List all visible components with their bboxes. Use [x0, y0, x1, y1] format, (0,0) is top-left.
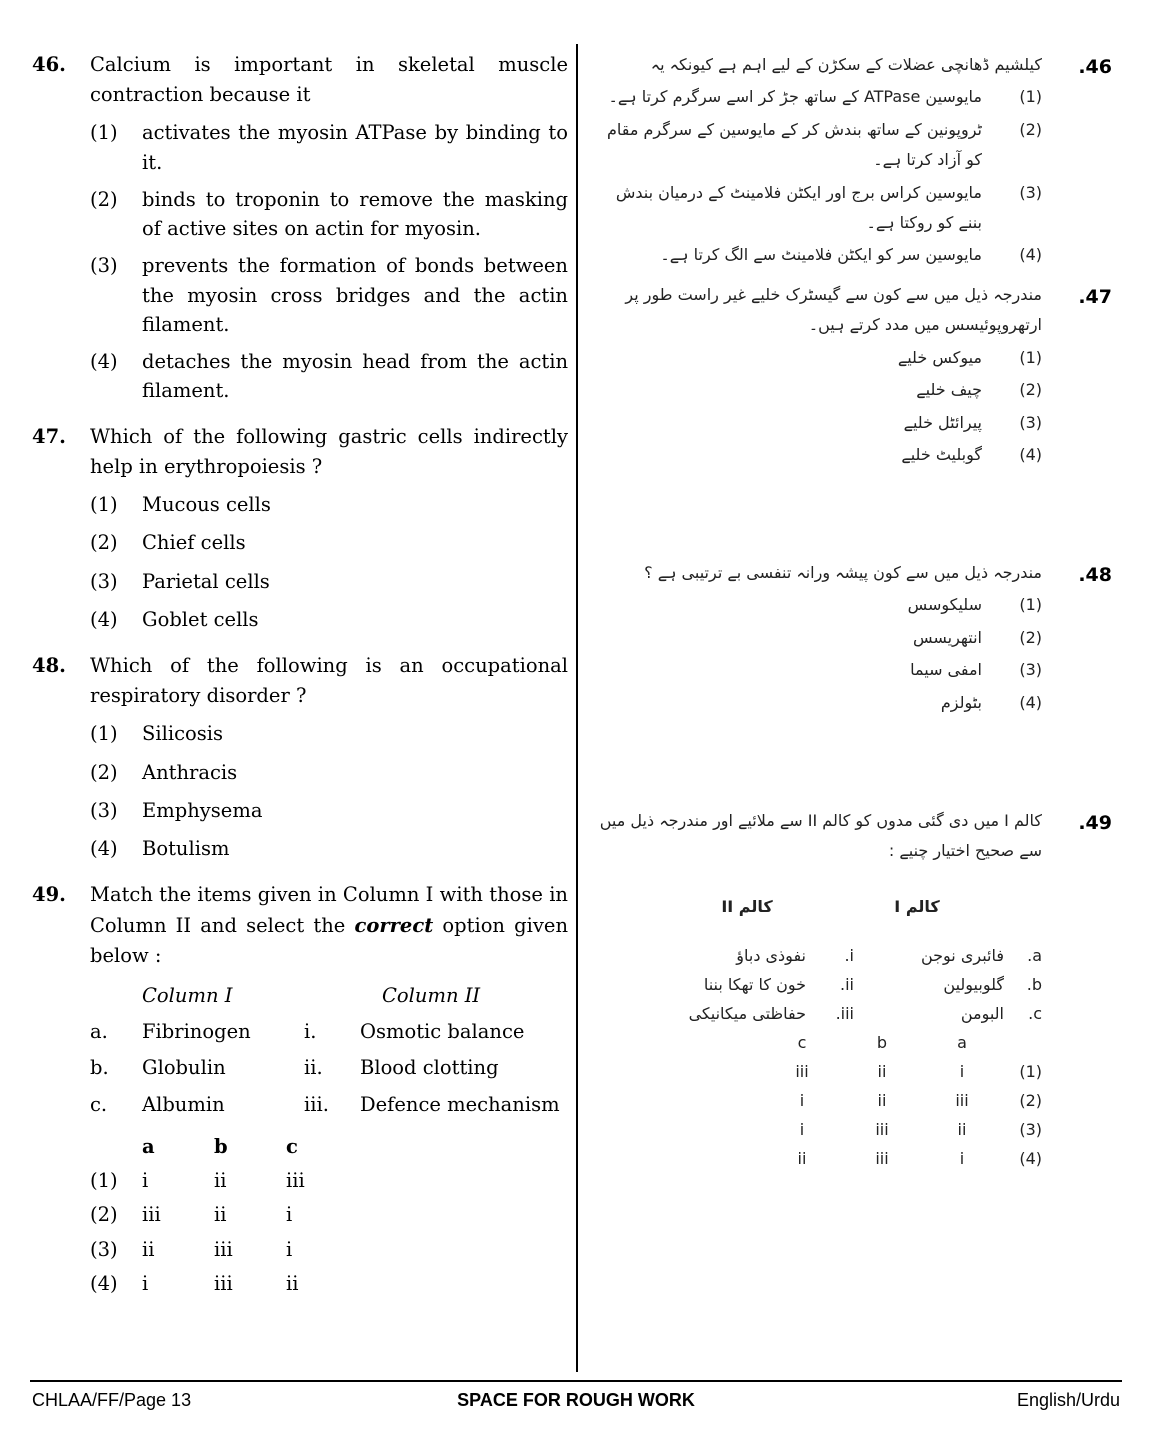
option-2[interactable]: (2) Chief cells	[90, 531, 246, 555]
option-4[interactable]: (4) i iii ii	[90, 1271, 299, 1295]
option-1[interactable]: (1) activates the myosin ATPase by binding to it.	[90, 121, 568, 174]
question-text: مندرجہ ذیل میں سے کون سے گیسٹرک خلیے غیر راست طور پر ارتھروپوئیسس میں مدد کرتے ہیں۔	[625, 285, 1042, 335]
page-code: CHLAA/FF/Page 13	[32, 1390, 192, 1410]
question-text: کیلشیم ڈھانچی عضلات کے سکڑن کے لیے اہم ہے کیونکہ یہ	[650, 55, 1042, 74]
option-4[interactable]: (4) بٹولزم	[940, 692, 1042, 712]
option-2[interactable]: (2) binds to troponin to remove the masking of active sites on actin for myosin.	[90, 187, 568, 241]
urdu-question-47	[592, 280, 1112, 538]
question-46	[32, 50, 568, 406]
option-3[interactable]: (3) مایوسین کراس برج اور ایکٹن فلامینٹ کے درمیان بندش بننے کو روکتا ہے۔	[615, 182, 1042, 232]
question-number: 46.	[32, 53, 66, 76]
option-4[interactable]: (4) Goblet cells	[90, 607, 259, 631]
option-1[interactable]: (1) i ii iii	[90, 1169, 305, 1193]
option-2[interactable]: (2) Anthracis	[90, 760, 238, 784]
answer-header: a b c	[797, 1032, 967, 1052]
option-2[interactable]: (2) انتھریسس	[912, 627, 1042, 647]
page-footer	[32, 1390, 1120, 1414]
option-3[interactable]: (3) Emphysema	[90, 798, 263, 822]
urdu-question-48	[592, 558, 1112, 786]
question-number: .49	[1078, 812, 1112, 834]
column-2-header: Column II	[382, 983, 481, 1007]
option-4[interactable]: (4) Botulism	[90, 837, 230, 861]
column-1-header: Column I	[142, 983, 233, 1007]
match-row: a. Fibrinogen i. Osmotic balance	[90, 1020, 525, 1044]
question-number: .48	[1078, 564, 1112, 586]
option-4[interactable]: (4) مایوسین سر کو ایکٹن فلامینٹ سے الگ کرتا ہے۔	[660, 245, 1042, 265]
option-3[interactable]: (3) prevents the formation of bonds between the myosin cross bridges and the actin filament.	[90, 254, 568, 336]
question-text: مندرجہ ذیل میں سے کون پیشہ ورانہ تنفسی بے ترتیبی ہے ؟	[644, 563, 1042, 582]
question-number: 49.	[32, 883, 66, 907]
question-number: 48.	[32, 654, 66, 677]
question-text: کالم I میں دی گئی مدوں کو کالم II سے ملائیے اور مندرجہ ذیل میں سے صحیح اختیار چنیے :	[599, 811, 1042, 861]
option-3[interactable]: (3) ii iii i	[799, 1119, 1042, 1139]
match-row: .b گلوبیولین .ii خون کا تھکا بننا	[703, 974, 1042, 994]
option-1[interactable]: (1) میوکس خلیے	[897, 347, 1042, 367]
question-number: .47	[1078, 286, 1112, 308]
question-number: 47.	[32, 424, 66, 448]
match-row: .c البومن .iii حفاظتی میکانیکی	[688, 1003, 1042, 1023]
match-row: b. Globulin ii. Blood clotting	[90, 1056, 499, 1080]
language-label: English/Urdu	[1016, 1390, 1120, 1410]
match-column-headers	[592, 897, 1002, 916]
option-3[interactable]: (3) امفی سیما	[910, 660, 1042, 680]
option-1[interactable]: (1) مایوسین ATPase کے ساتھ جڑ کر اسے سرگرم کرتا ہے۔	[608, 87, 1042, 107]
column-2-header: کالم II	[721, 896, 773, 916]
urdu-question-46	[592, 50, 1112, 265]
option-1[interactable]: (1) i ii iii	[795, 1061, 1042, 1081]
option-3[interactable]: (3) ii iii i	[90, 1237, 293, 1261]
option-3[interactable]: (3) پیرائٹل خلیے	[903, 412, 1042, 432]
match-row: .a فائبری نوجن .i نفوذی دباؤ	[736, 945, 1042, 965]
question-47	[32, 422, 568, 635]
option-1[interactable]: (1) سلیکوسس	[907, 595, 1042, 615]
option-1[interactable]: (1) Silicosis	[90, 722, 223, 746]
option-2[interactable]: (2) iii ii i	[90, 1203, 293, 1227]
column-divider	[576, 44, 578, 1372]
urdu-column	[592, 50, 1112, 1188]
option-1[interactable]: (1) Mucous cells	[90, 493, 271, 517]
option-4[interactable]: (4) i iii ii	[797, 1148, 1042, 1168]
option-3[interactable]: (3) Parietal cells	[90, 569, 270, 593]
footer-divider	[30, 1380, 1122, 1382]
question-text: Which of the following gastric cells indirectly help in erythropoiesis ?	[90, 424, 568, 478]
match-row: c. Albumin iii. Defence mechanism	[90, 1092, 560, 1116]
rough-work-label: SPACE FOR ROUGH WORK	[457, 1390, 695, 1410]
question-text: Calcium is important in skeletal muscle contraction because it	[90, 53, 568, 107]
answer-header: a b c	[142, 1134, 298, 1158]
question-48	[32, 651, 568, 864]
english-column	[32, 50, 568, 1315]
option-4[interactable]: (4) detaches the myosin head from the actin filament.	[90, 350, 568, 403]
question-text: Which of the following is an occupational respiratory disorder ?	[90, 654, 568, 708]
question-text: Match the items given in Column I with those in Column II and select the correct option given below :	[90, 883, 569, 967]
option-2[interactable]: (2) iii ii i	[799, 1090, 1042, 1110]
urdu-question-49	[592, 806, 1112, 1168]
option-4[interactable]: (4) گوبلیٹ خلیے	[901, 444, 1042, 464]
option-2[interactable]: (2) چیف خلیے	[916, 380, 1042, 400]
match-column-headers	[142, 981, 568, 1011]
column-1-header: کالم I	[894, 896, 940, 916]
question-49	[32, 880, 568, 1299]
option-2[interactable]: (2) ٹروپونین کے ساتھ بندش کر کے مایوسین کے سرگرم مقام کو آزاد کرتا ہے۔	[606, 119, 1042, 170]
question-number: .46	[1078, 56, 1112, 78]
